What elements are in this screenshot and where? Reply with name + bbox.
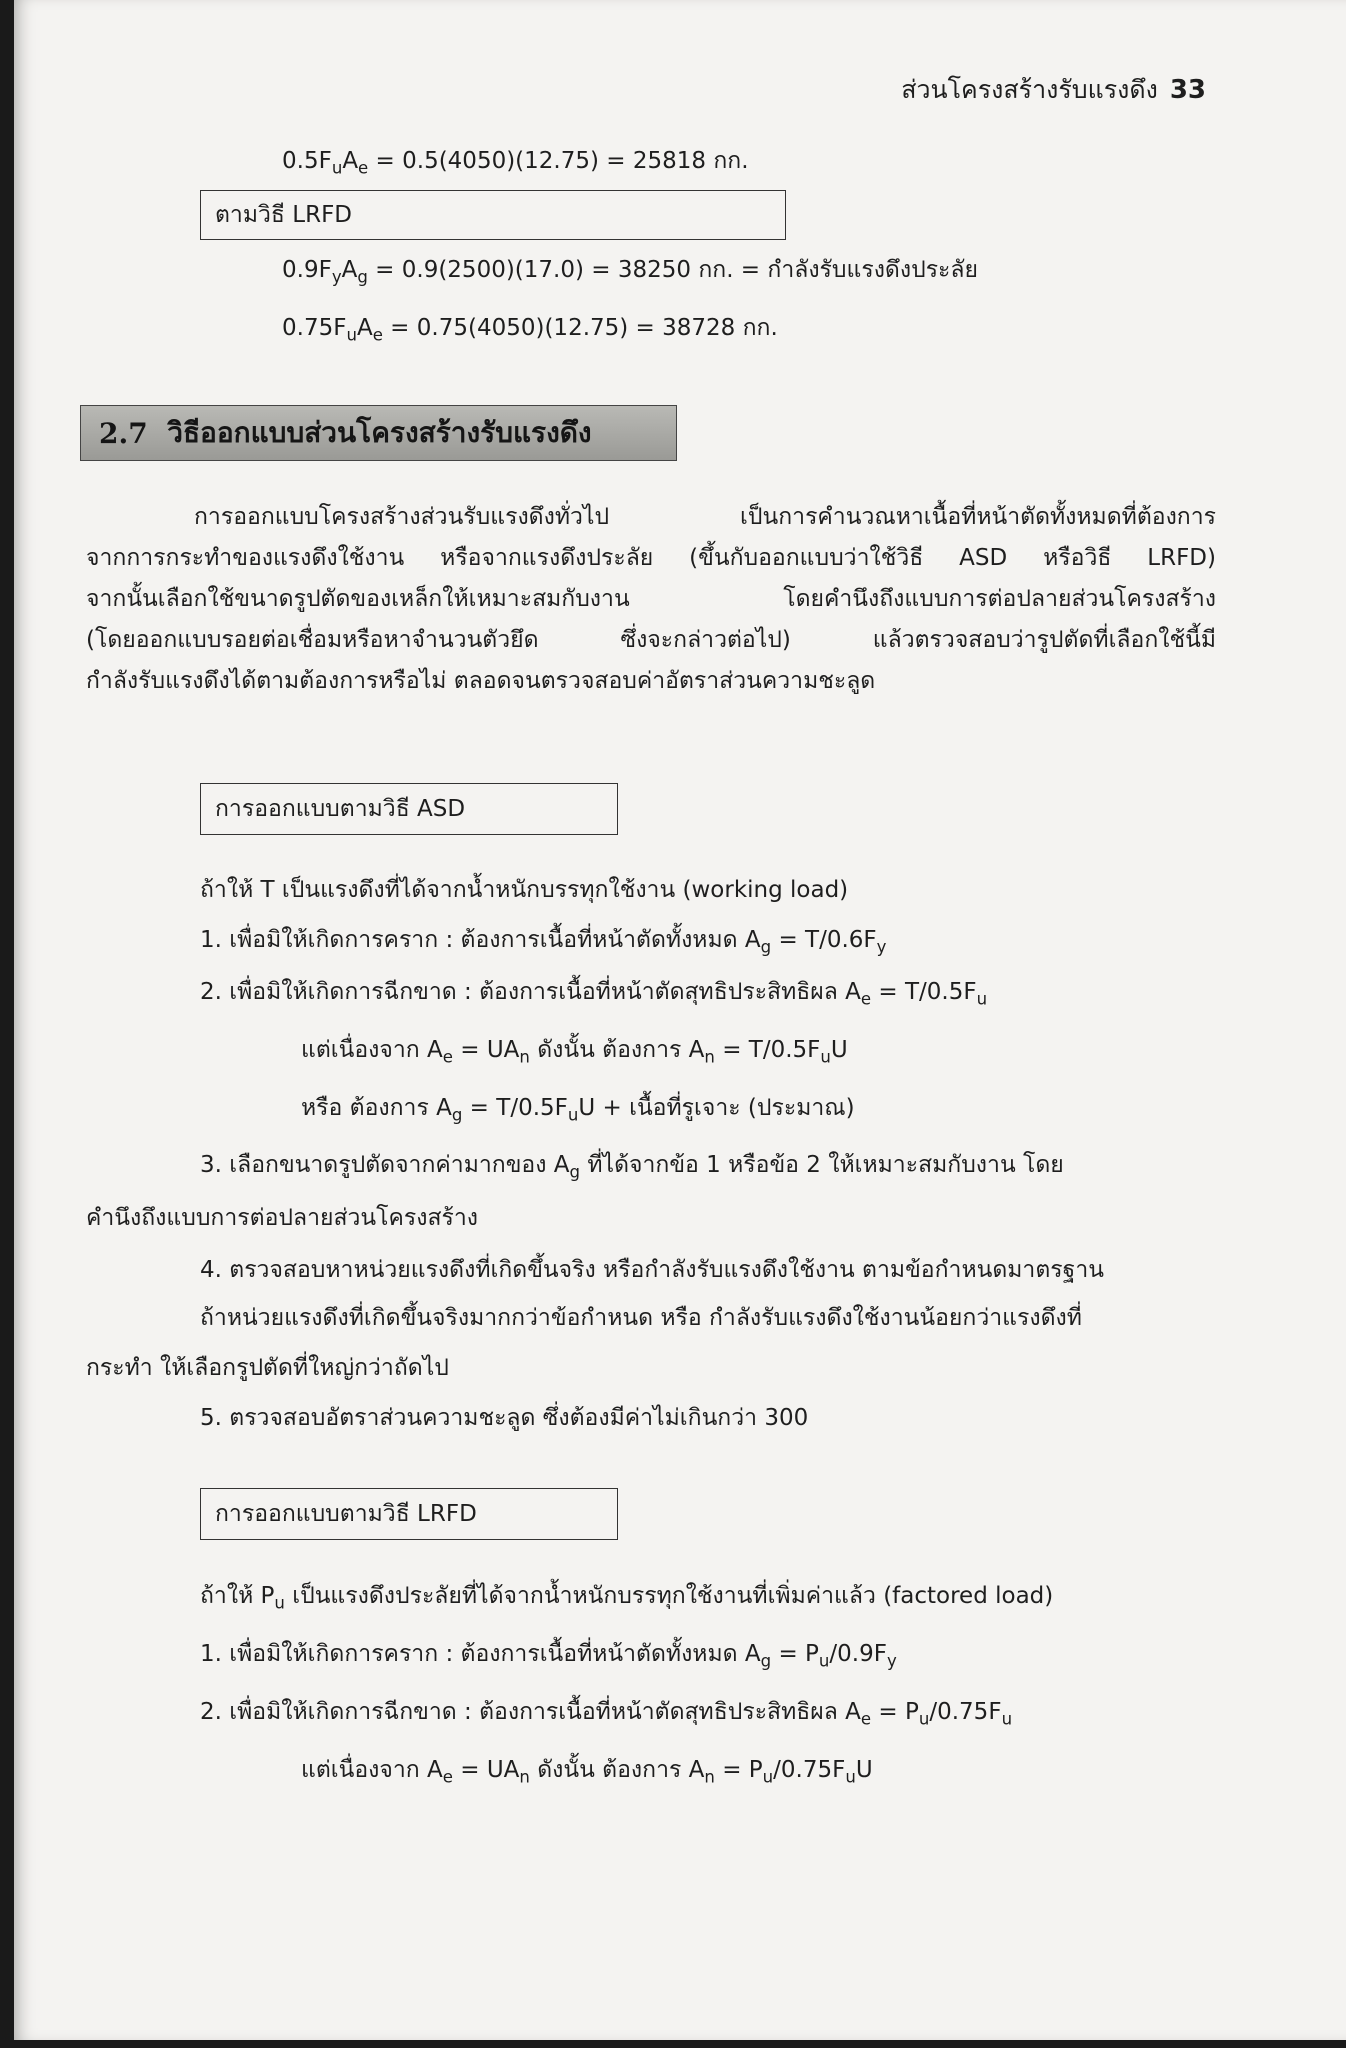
asd-lead: ถ้าให้ T เป็นแรงดึงที่ได้จากน้ำหนักบรรทุกใช้งาน (working load): [200, 877, 849, 903]
section-number: 2.7: [99, 416, 148, 450]
lrfd-design-box: การออกแบบตามวิธี LRFD: [200, 1488, 618, 1540]
asd-step-4-end: กระทำ ให้เลือกรูปตัดที่ใหญ่กว่าถัดไป: [86, 1355, 449, 1381]
lrfd-step-2-net-area: แต่เนื่องจาก $A_e = UA_n$ ดังนั้น ต้องการ $A_n = P_u/0.75F_uU$: [301, 1757, 873, 1787]
lrfd-yield-equation: $0.9F_yA_g = 0.9(2500)(17.0) = 38250$ กก. = กำลังรับแรงดึงประลัย: [282, 257, 978, 287]
page-number: 33: [1169, 75, 1206, 105]
asd-step-3: 3. เลือกขนาดรูปตัดจากค่ามากของ $A_g$ ที่ได้จากข้อ 1 หรือข้อ 2 ให้เหมาะสมกับงาน โดย: [200, 1152, 1064, 1182]
asd-step-5: 5. ตรวจสอบอัตราส่วนความชะลูด ซึ่งต้องมีค่าไม่เกินกว่า 300: [200, 1405, 809, 1431]
header-title: ส่วนโครงสร้างรับแรงดึง: [901, 75, 1158, 104]
section-title: วิธีออกแบบส่วนโครงสร้างรับแรงดึง: [167, 416, 592, 449]
asd-step-2-net-area: แต่เนื่องจาก $A_e = UA_n$ ดังนั้น ต้องการ $A_n = T/0.5F_uU$: [301, 1037, 848, 1067]
asd-step-4-cont: ถ้าหน่วยแรงดึงที่เกิดขึ้นจริงมากกว่าข้อกำหนด หรือ กำลังรับแรงดึงใช้งานน้อยกว่าแรงดึงที่: [200, 1305, 1082, 1331]
intro-paragraph: การออกแบบโครงสร้างส่วนรับแรงดึงทั่วไป เป็นการคำนวณหาเนื้อที่หน้าตัดทั้งหมดที่ต้องการ จากการกระทำของแรงดึงใช้งาน หรือจากแรงดึงประลัย (ขึ้นกับออกแบบว่าใช้วิธี ASD หรือวิธี LRFD) จากนั้นเลือกใช้ขนาดรูปตัดของเหล็กให้เหมาะสมกับงาน โดยคำนึงถึงแบบการต่อปลายส่วนโครงสร้าง (โดยออกแบบรอยต่อเชื่อมหรือหาจำนวนตัวยึด ซึ่งจะกล่าวต่อไป) แล้วตรวจสอบว่ารูปตัดที่เลือกใช้นี้มี กำลังรับแรงดึงได้ตามต้องการหรือไม่ ตลอดจนตรวจสอบค่าอัตราส่วนความชะลูด: [86, 504, 1216, 694]
asd-step-2: 2. เพื่อมิให้เกิดการฉีกขาด : ต้องการเนื้อที่หน้าตัดสุทธิประสิทธิผล $A_e = T/0.5F_u$: [200, 979, 988, 1009]
running-header: [901, 70, 1206, 110]
asd-step-1: 1. เพื่อมิให้เกิดการคราก : ต้องการเนื้อที่หน้าตัดทั้งหมด $A_g = T/0.6F_y$: [200, 927, 887, 957]
lrfd-step-1: 1. เพื่อมิให้เกิดการคราก : ต้องการเนื้อที่หน้าตัดทั้งหมด $A_g = P_u/0.9F_y$: [200, 1641, 897, 1671]
asd-step-3-cont: คำนึงถึงแบบการต่อปลายส่วนโครงสร้าง: [86, 1205, 478, 1231]
lrfd-method-box: ตามวิธี LRFD: [200, 190, 786, 240]
book-page: [14, 0, 1346, 2040]
asd-step-4: 4. ตรวจสอบหาหน่วยแรงดึงที่เกิดขึ้นจริง หรือกำลังรับแรงดึงใช้งาน ตามข้อกำหนดมาตรฐาน: [200, 1257, 1104, 1283]
asd-method-box: การออกแบบตามวิธี ASD: [200, 783, 618, 835]
asd-rupture-equation: $0.5F_uA_e = 0.5(4050)(12.75) = 25818$ กก.: [282, 148, 749, 178]
section-heading: [80, 405, 677, 461]
lrfd-lead: ถ้าให้ $P_u$ เป็นแรงดึงประลัยที่ได้จากน้ำหนักบรรทุกใช้งานที่เพิ่มค่าแล้ว (factored load): [200, 1583, 1054, 1613]
lrfd-rupture-equation: $0.75F_uA_e = 0.75(4050)(12.75) = 38728$ กก.: [282, 315, 778, 345]
lrfd-step-2: 2. เพื่อมิให้เกิดการฉีกขาด : ต้องการเนื้อที่หน้าตัดสุทธิประสิทธิผล $A_e = P_u/0.75F_u$: [200, 1699, 1013, 1729]
asd-step-2-gross-area: หรือ ต้องการ $A_g = T/0.5F_uU$ + เนื้อที่รูเจาะ (ประมาณ): [301, 1095, 855, 1125]
